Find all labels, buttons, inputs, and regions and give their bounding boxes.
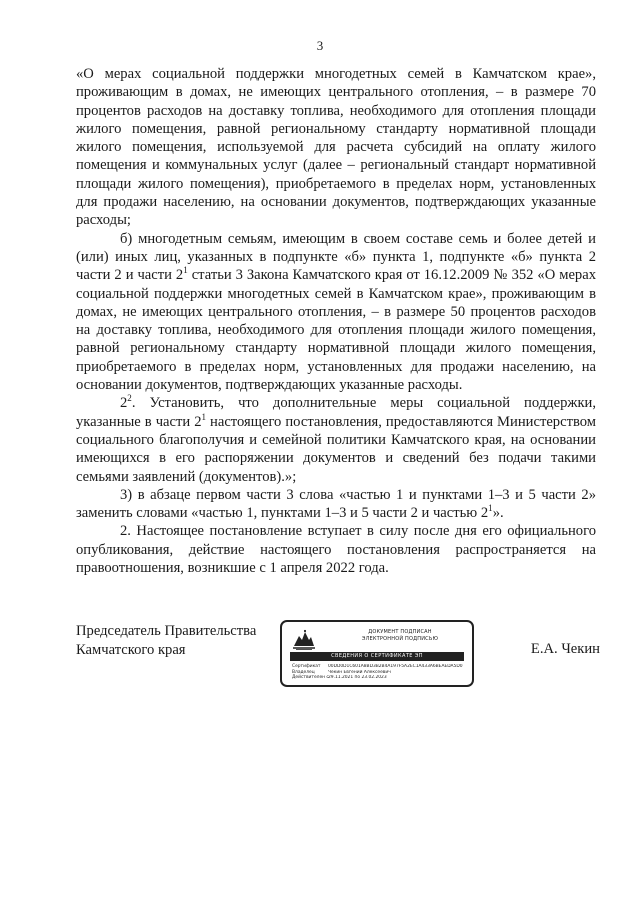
page-number: 3 [316,38,324,53]
paragraph-2: б) многодетным семьям, имеющим в своем составе семь и более детей и (или) иных лиц, указанных в подпункте «б» пункта 1, подпункте «б» пункта 2 части 2 и части $2^1$ статьи 3 Закона Камчатского края от 16.12.2009 № 352 «О мерах социальной поддержки многодетных семей в Камчатском крае», проживающим в домах, не имеющих центрального отопления, – в размере 50 процентов расходов на доставку топлива, необходимого для отопления площади жилого помещения, равной региональному стандарту нормативной площади жилого помещения, приобретаемого в пределах норм, установленных для продажи населению, на основании документов, подтверждающих указанные расходы. [76,230,596,394]
signer-title-line-1: Председатель Правительства [76,623,257,639]
stamp-row-owner: Владелец Чекин Евгений Алексеевич [292,669,391,675]
stamp-certificate-band: СВЕДЕНИЯ О СЕРТИФИКАТЕ ЭП [290,652,464,661]
signer-title-line-2: Камчатского края [76,642,186,658]
paragraph-3: $2^2$. Установить, что дополнительные меры социальной поддержки, указанные в части $2^1$ настоящего постановления, предоставляются Министерством социального благополучия и семейной политики Камчатского края, на основании имеющихся в его распоряжении документов и сведений без подачи такими семьями заявлений (документов).»; [76,393,596,485]
paragraph-1: «О мерах социальной поддержки многодетных семей в Камчатском крае», проживающим в домах, не имеющих центрального отопления, – в размере 70 процентов расходов на доставку топлива, необходимого для отопления площади жилого помещения, равной региональному стандарту нормативной площади жилого помещения, используемой для расчета субсидий на оплату жилого помещения и коммунальных услуг (далее – региональный стандарт нормативной площади жилого помещения), приобретаемого в пределах норм, установленных для продажи населению, на основании документов, подтверждающих указанные расходы; [76,66,596,229]
stamp-row-certificate: Сертификат 00DD0D1C601A8BD3B2B4A197F5A2EC1A433A6BEAEDA5D0 [292,664,463,669]
paragraph-5: 2. Настоящее постановление вступает в силу после дня его официального опубликования, действие настоящего постановления распространяется на правоотношения, возникшие с 1 апреля 2022 года. [76,523,596,577]
electronic-signature-stamp [280,620,474,687]
stamp-certificate-details [292,664,468,681]
document-body [76,65,596,577]
stamp-row-valid: Действителен с 29.11.2021 по 23.02.2023 [292,675,387,681]
signer-title [76,622,276,660]
coat-of-arms-icon [292,628,316,650]
signer-name: Е.А. Чекин [530,641,600,657]
paragraph-4: 3) в абзаце первом части 3 слова «частью 1 и пунктами 1–3 и 5 части 2» заменить словами «частью 1, пунктами 1–3 и 5 части 2 и частью $2^1$». [76,486,596,522]
stamp-title: ДОКУМЕНТ ПОДПИСАН ЭЛЕКТРОННОЙ ПОДПИСЬЮ [361,629,439,642]
